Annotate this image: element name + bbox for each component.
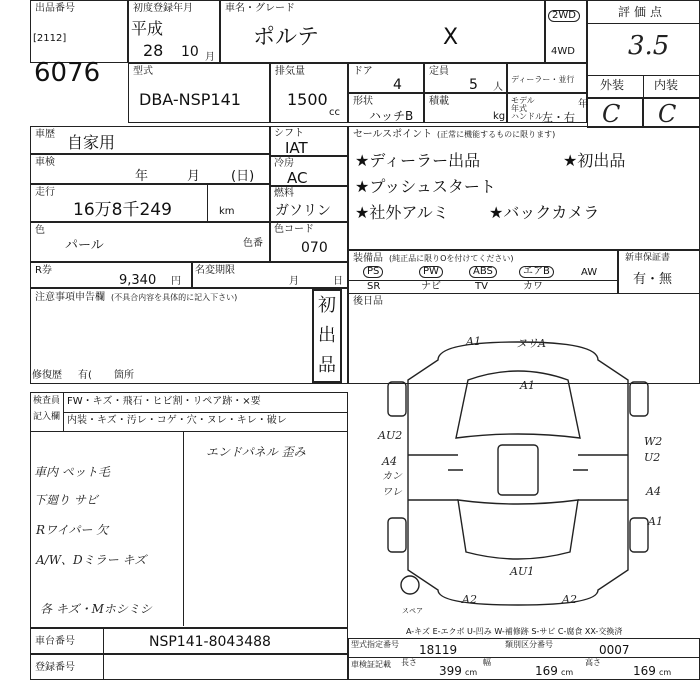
recycle-label: R券 (35, 265, 52, 276)
capacity-box (424, 63, 507, 93)
handle-value: 左・右 (542, 111, 575, 124)
lot-code: [2112] (33, 33, 67, 44)
load-unit: kg (493, 111, 506, 122)
doors-box (348, 63, 424, 93)
caution-note: (不具合内容を具体的に記入下さい) (111, 293, 238, 302)
year-handle-box (507, 93, 587, 123)
spec-wid-cm: cm (561, 668, 574, 677)
color-value: パール (65, 238, 104, 253)
spec-len-cm: cm (465, 668, 478, 677)
ac-label: 冷房 (274, 158, 294, 169)
mark-au1: AU1 (510, 565, 535, 578)
chassis-label: 車台番号 (35, 636, 75, 647)
doors-label: ドア (353, 66, 373, 77)
equip-aw: AW (581, 267, 598, 278)
spec-code-label: 型式指定番号 (351, 640, 399, 649)
spec-hei: 169 (633, 664, 656, 678)
shift-value: IAT (285, 139, 308, 157)
int-grade-box (643, 98, 700, 128)
model-label: 型式 (133, 66, 153, 77)
equip-navi: ナビ (421, 281, 441, 292)
note-rear-wiper: Rワイパー 欠 (36, 523, 109, 537)
color-code-box (270, 222, 348, 262)
mark-nuri-a: ヌリA (516, 337, 546, 350)
mark-u2: U2 (644, 451, 661, 464)
first-reg-month-unit: 月 (205, 52, 215, 63)
color-box (30, 222, 270, 262)
equip-leather: カワ (523, 281, 543, 292)
equipment-label: 装備品 (353, 253, 383, 264)
designation-month: 月 (289, 276, 299, 287)
body-shape-label: 形状 (353, 96, 373, 107)
inspection-month: 月 (187, 169, 201, 184)
equip-sr: SR (367, 281, 381, 292)
first-reg-era: 平成 (131, 19, 164, 38)
inspector-row-1: FW・キズ・飛石・ヒビ割・リペア跡・×要 (67, 396, 261, 407)
history-label: 車歴 (35, 129, 55, 140)
model-year-unit: 年 (578, 99, 588, 110)
chassis-value: NSP141-8043488 (149, 634, 271, 650)
mark-w2: W2 (644, 435, 663, 448)
displacement-unit: cc (329, 107, 340, 118)
spec-len: 399 (439, 664, 462, 678)
spec-cert-label: 車検証記載 (351, 660, 391, 669)
ac-box (270, 156, 348, 186)
mileage-unit: km (219, 206, 235, 217)
equip-abs: ABS (469, 266, 497, 278)
load-box (424, 93, 507, 123)
inspector-label-1: 検査員 (33, 396, 61, 406)
selling-point-dealer: ★ディーラー出品 (355, 151, 481, 170)
repair-label: 修復歴 (32, 370, 62, 381)
fuel-label: 燃料 (274, 188, 294, 199)
fuel-box (270, 186, 348, 222)
equip-pw: PW (419, 266, 443, 278)
equip-ps: PS (363, 266, 383, 278)
note-underbody-rust: 下廻り サビ (34, 493, 98, 507)
body-shape-box (348, 93, 424, 123)
spec-class-label: 類別区分番号 (505, 640, 553, 649)
warranty-value: 有・無 (633, 272, 673, 287)
drive-box (545, 0, 587, 63)
selling-points-note: (正常に機能するものに限ります) (437, 130, 556, 139)
inspector-row-2: 内装・キズ・汚レ・コゲ・穴・ヌレ・キレ・破レ (67, 415, 287, 426)
score-ext-label: 外装 (600, 78, 625, 92)
spec-class: 0007 (599, 643, 630, 657)
mark-ware: ワレ (382, 487, 402, 498)
score-label: 評価点 (618, 5, 667, 19)
dealer-box (507, 63, 587, 93)
diagram-anchor (348, 320, 349, 321)
mileage-value: 16万8千249 (73, 200, 172, 220)
spec-code: 18119 (419, 643, 458, 657)
equip-tv: TV (475, 281, 488, 292)
capacity-value: 5 (469, 77, 478, 93)
shift-box (270, 126, 348, 156)
spec-wid-label: 幅 (483, 658, 491, 667)
reg-number-label: 登録番号 (35, 662, 75, 673)
displacement-box (270, 63, 348, 123)
color-code: 070 (301, 240, 328, 256)
history-value: 自家用 (67, 133, 116, 152)
equip-airbag: エアB (519, 266, 554, 278)
note-aw-mirror: A/W、Dミラー キズ (36, 553, 147, 567)
handle-label: ハンドル (511, 112, 543, 121)
caution-label: 注意事項申告欄 (35, 292, 105, 303)
first-reg-year: 28 (143, 41, 164, 60)
capacity-label: 定員 (429, 66, 449, 77)
color-num-label: 色番 (243, 238, 263, 249)
first-listing-char-3: 品 (318, 355, 336, 376)
model-value: DBA-NSP141 (139, 90, 241, 109)
first-listing-stamp (312, 289, 342, 383)
ac-value: AC (287, 169, 308, 187)
score-value: 3.5 (628, 31, 670, 61)
rear-seat-label: 後日品 (353, 296, 383, 307)
doors-value: 4 (393, 77, 402, 93)
spec-hei-label: 高さ (585, 658, 601, 667)
car-name-label: 車名・グレード (225, 3, 295, 14)
first-listing-char-1: 初 (318, 295, 336, 316)
first-reg-label: 初度登録年月 (133, 3, 193, 14)
body-shape-value: ハッチB (369, 109, 414, 123)
first-reg-box (128, 0, 220, 63)
note-bottom: 各 キズ・Mホシミシ (40, 602, 152, 616)
repair-value: 有( (78, 370, 92, 381)
inspector-label-2: 記入欄 (33, 412, 61, 422)
selling-points-box (348, 126, 700, 250)
color-label: 色 (35, 225, 45, 236)
mark-kan: カン (382, 471, 402, 482)
recycle-box (30, 262, 192, 288)
ext-grade-box (587, 98, 643, 128)
inspection-label: 車検 (35, 157, 55, 168)
spec-box (348, 638, 700, 680)
shift-label: シフト (274, 128, 304, 139)
lot-box (30, 0, 128, 63)
score-int-label: 内装 (654, 78, 679, 92)
fuel-value: ガソリン (275, 203, 331, 219)
mark-a4-left: A4 (382, 455, 397, 468)
selling-point-first-listing: ★初出品 (563, 151, 626, 170)
mark-a1-hood: A1 (520, 379, 535, 392)
repair-unit: 箇所 (114, 370, 134, 381)
model-year-label: モデル年式 (511, 96, 535, 113)
color-code-label: 色コード (274, 224, 314, 235)
lot-label: 出品番号 (35, 3, 75, 14)
drive-2wd: 2WD (548, 10, 580, 22)
car-grade: X (443, 25, 459, 50)
auction-sheet (30, 0, 700, 700)
spec-wid: 169 (535, 664, 558, 678)
lot-number: 6076 (34, 58, 101, 88)
selling-points-label: セールスポイント (353, 129, 433, 140)
mark-au2: AU2 (378, 429, 403, 442)
int-grade: C (658, 100, 677, 128)
inspection-box (30, 154, 270, 184)
warranty-box (618, 250, 700, 294)
displacement-value: 1500 (287, 90, 328, 109)
selling-point-back-camera: ★バックカメラ (489, 203, 600, 222)
mark-a4-right: A4 (646, 485, 661, 498)
car-name: ポルテ (253, 25, 320, 50)
designation-label: 名変期限 (195, 265, 235, 276)
mileage-box (30, 184, 270, 222)
first-listing-char-2: 出 (318, 325, 336, 346)
mark-a1-right: A1 (648, 515, 663, 528)
ext-grade: C (602, 100, 621, 128)
mileage-label: 走行 (35, 187, 55, 198)
load-label: 積載 (429, 96, 449, 107)
mark-a2-left: A2 (462, 593, 477, 606)
damage-legend: A-キズ E-エクボ U-凹み W-補修跡 S-サビ C-腐食 XX-交換済 (406, 627, 623, 636)
inspection-day: (日) (231, 169, 255, 184)
model-box (128, 63, 270, 123)
recycle-value: 9,340 (119, 273, 157, 288)
selling-point-push-start: ★プッシュスタート (355, 177, 496, 196)
selling-point-alloy: ★社外アルミ (355, 203, 449, 222)
equipment-note: (純正品に限りOを付けてください) (389, 254, 514, 263)
spec-hei-cm: cm (659, 668, 672, 677)
history-box (30, 126, 270, 154)
mark-a1-front: A1 (466, 335, 481, 348)
spare-label: スペア (402, 607, 423, 615)
first-reg-month: 10 (181, 44, 199, 60)
inspector-box (30, 392, 348, 432)
chassis-box (30, 628, 348, 654)
designation-day: 日 (333, 276, 343, 287)
score-box (587, 0, 700, 98)
capacity-unit: 人 (493, 82, 503, 93)
recycle-unit: 円 (171, 276, 181, 287)
displacement-label: 排気量 (275, 66, 305, 77)
reg-number-box (30, 654, 348, 680)
car-name-box (220, 0, 545, 63)
mark-a2-right: A2 (562, 593, 577, 606)
spec-len-label: 長さ (401, 658, 417, 667)
warranty-label: 新車保証書 (625, 253, 671, 263)
inspection-year: 年 (135, 169, 149, 184)
dealer-label: ディーラー・並行 (511, 75, 575, 84)
drive-4wd: 4WD (551, 46, 575, 57)
note-pet-hair: 車内 ペット毛 (34, 465, 110, 479)
equipment-box (348, 250, 618, 294)
designation-box (192, 262, 348, 288)
note-end-panel: エンドパネル 歪み (206, 445, 306, 459)
